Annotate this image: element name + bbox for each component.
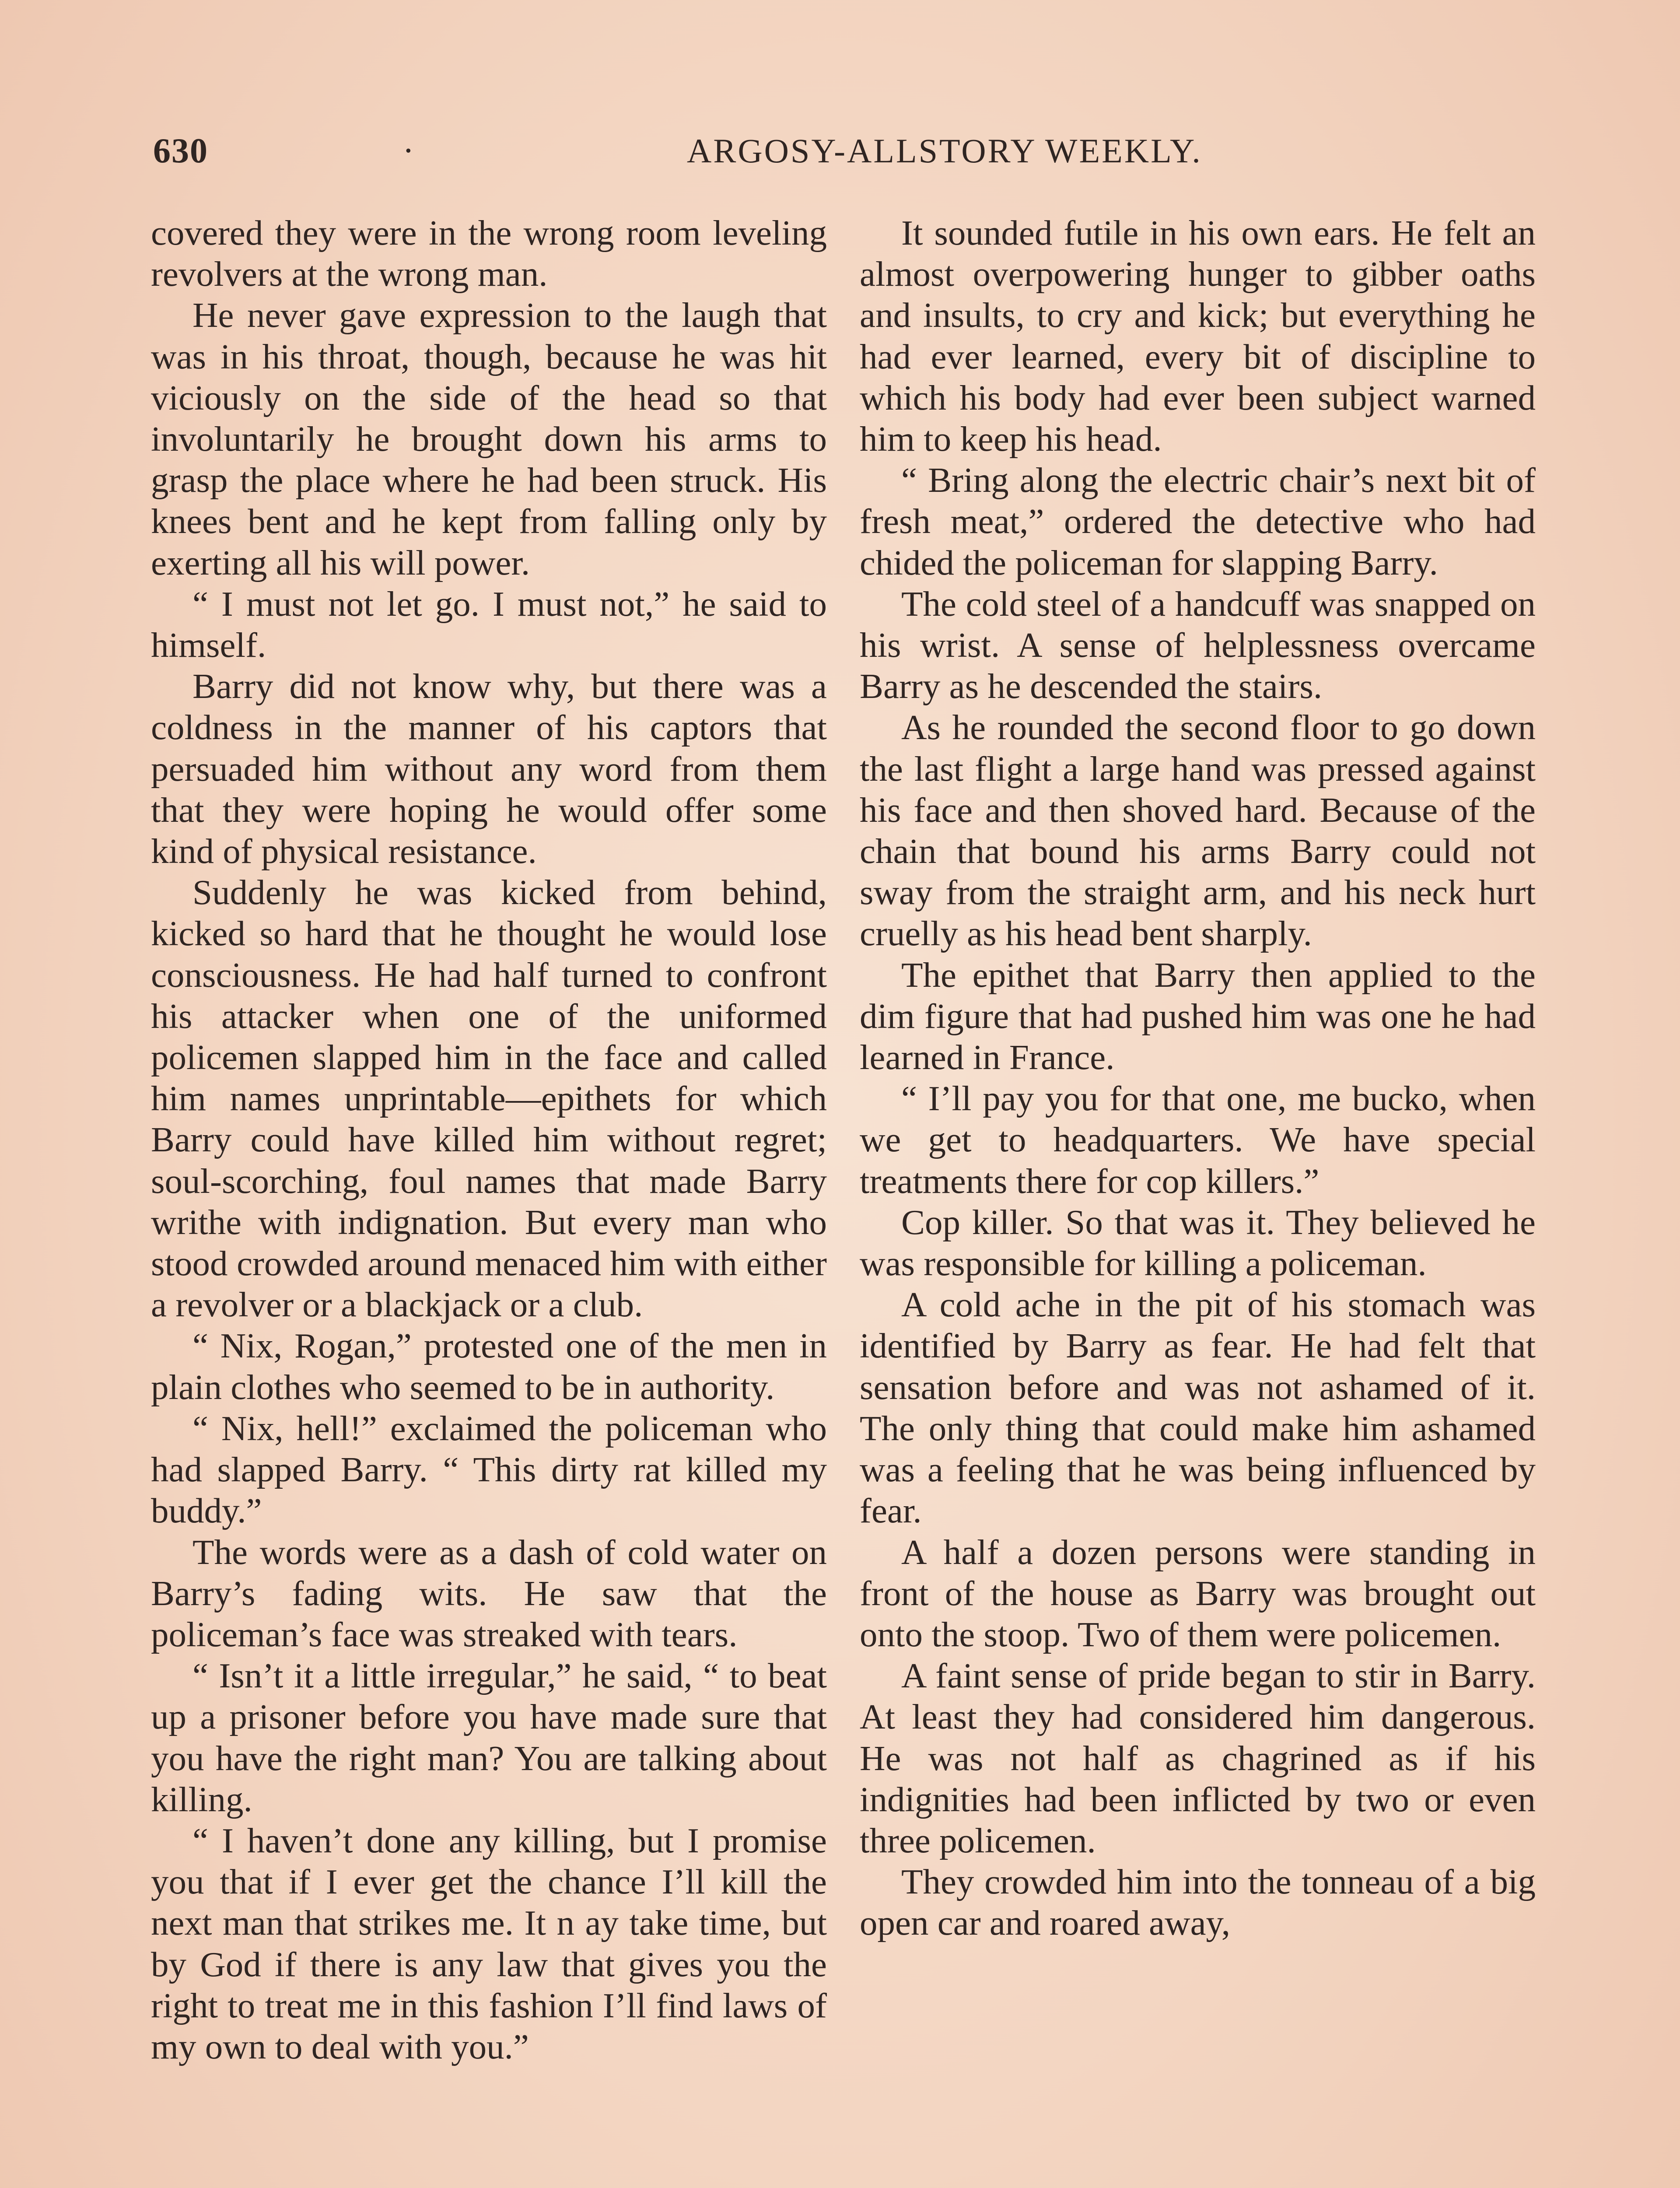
paragraph: Suddenly he was kicked from behind, kicked so hard that he thought he would lose consciousness. He had half turned to confront his attacker when one of the uniformed policemen slapped him in the face and called him names unprintable—epithets for which Barry could have killed him without regret; soul-scorching, foul names that made Barry writhe with indignation. But every man who stood crowded around menaced him with either a revolver or a blackjack or a club. xyxy=(151,873,827,1325)
right-column xyxy=(860,212,1536,1944)
left-column xyxy=(151,212,827,2067)
paragraph: As he rounded the second floor to go down the last flight a large hand was pressed against his face and then shoved hard. Because of the chain that bound his arms Barry could not sway from the straight arm, and his neck hurt cruelly as his head bent sharply. xyxy=(860,708,1536,954)
paragraph: The words were as a dash of cold water on Barry’s fading wits. He saw that the policeman’s face was streaked with tears. xyxy=(151,1532,827,1654)
paragraph: Barry did not know why, but there was a coldness in the manner of his captors that persuaded him without any word from them that they were hoping he would offer some kind of physical resistance. xyxy=(151,666,827,871)
page-number: 630 xyxy=(153,132,208,170)
paragraph: “ I’ll pay you for that one, me bucko, when we get to headquarters. We have special treatments there for cop killers.” xyxy=(860,1079,1536,1201)
paragraph: A cold ache in the pit of his stomach was identified by Barry as fear. He had felt that sensation before and was not ashamed of it. The only thing that could make him ashamed was a feeling that he was being influenced by fear. xyxy=(860,1285,1536,1531)
paragraph: The cold steel of a handcuff was snapped on his wrist. A sense of helplessness overcame Barry as he descended the stairs. xyxy=(860,584,1536,706)
paragraph: He never gave expression to the laugh that was in his throat, though, because he was hit viciously on the side of the head so that involuntarily he brought down his arms to grasp the place where he had been struck. His knees bent and he kept from falling only by exerting all his will power. xyxy=(151,295,827,582)
running-head: ARGOSY-ALLSTORY WEEKLY. xyxy=(687,132,1202,170)
paragraph: The epithet that Barry then applied to the dim figure that had pushed him was one he had learned in France. xyxy=(860,955,1536,1077)
paragraph: “ Nix, hell!” exclaimed the policeman who had slapped Barry. “ This dirty rat killed my buddy.” xyxy=(151,1408,827,1531)
paragraph: “ Nix, Rogan,” protested one of the men in plain clothes who seemed to be in authority. xyxy=(151,1326,827,1407)
paragraph: covered they were in the wrong room leveling revolvers at the wrong man. xyxy=(151,213,827,294)
paragraph: “ I haven’t done any killing, but I promise you that if I ever get the chance I’ll kill the next man that strikes me. It n ay take time, but by God if there is any law that gives you the right to treat me in this fashion I’ll find laws of my own to deal with you.” xyxy=(151,1820,827,2066)
paragraph: “ Bring along the electric chair’s next bit of fresh meat,” ordered the detective who had chided the policeman for slapping Barry. xyxy=(860,460,1536,582)
paragraph: They crowded him into the tonneau of a big open car and roared away, xyxy=(860,1862,1536,1943)
page-header xyxy=(153,131,1536,179)
paragraph: A faint sense of pride began to stir in Barry. At least they had considered him dangerous. He was not half as chagrined as if his indignities had been inflicted by two or even three policemen. xyxy=(860,1656,1536,1860)
header-ornament: · xyxy=(402,132,414,170)
paragraph: “ I must not let go. I must not,” he said to himself. xyxy=(151,584,827,665)
paragraph: “ Isn’t it a little irregular,” he said, “ to beat up a prisoner before you have made sure that you have the right man? You are talking about killing. xyxy=(151,1656,827,1819)
paragraph: It sounded futile in his own ears. He felt an almost overpowering hunger to gibber oaths and insults, to cry and kick; but everything he had ever learned, every bit of discipline to which his body had ever been subject warned him to keep his head. xyxy=(860,213,1536,459)
paragraph: A half a dozen persons were standing in front of the house as Barry was brought out onto the stoop. Two of them were policemen. xyxy=(860,1532,1536,1654)
paragraph: Cop killer. So that was it. They believed he was responsible for killing a policeman. xyxy=(860,1202,1536,1283)
